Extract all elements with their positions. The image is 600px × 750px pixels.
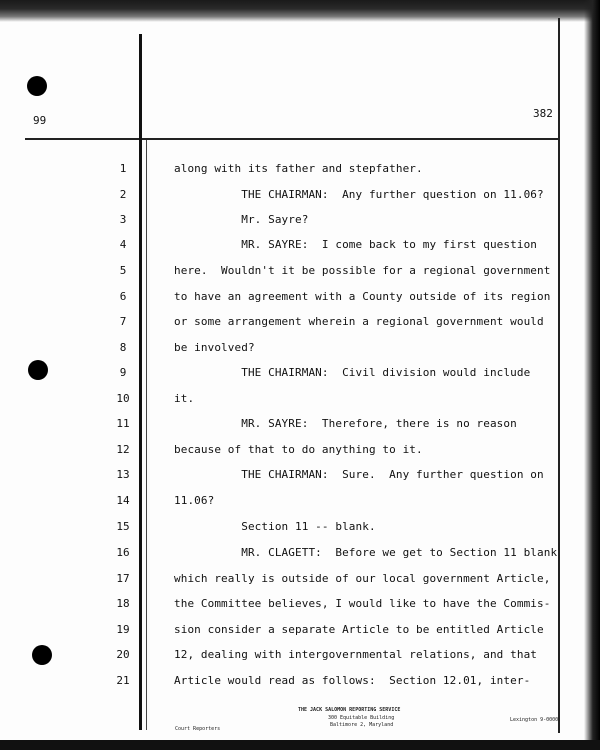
binder-hole-bottom — [32, 645, 52, 665]
footer-center-line1: THE JACK SALOMON REPORTING SERVICE — [298, 707, 401, 713]
footer-center-line2: 300 Equitable Building — [328, 715, 395, 721]
transcript-line: along with its father and stepfather. — [174, 162, 423, 175]
line-number: 8 — [119, 341, 127, 354]
line-number: 21 — [116, 674, 130, 687]
transcript-line: because of that to do anything to it. — [174, 443, 423, 456]
transcript-line: be involved? — [174, 341, 255, 354]
footer-center-line3: Baltimore 2, Maryland — [330, 722, 394, 728]
right-margin-rule — [558, 18, 560, 733]
transcript-line: or some arrangement wherein a regional government would — [174, 315, 544, 328]
scan-right-edge — [584, 0, 600, 750]
footer-left: Court Reporters — [175, 726, 221, 732]
transcript-line: here. Wouldn't it be possible for a regional government — [174, 264, 551, 277]
line-number: 13 — [116, 468, 130, 481]
scan-bottom-edge — [0, 740, 600, 750]
transcript-line: the Committee believes, I would like to have the Commis- — [174, 597, 551, 610]
line-number: 12 — [116, 443, 130, 456]
line-number: 14 — [116, 494, 130, 507]
transcript-line: 12, dealing with intergovernmental relations, and that — [174, 648, 538, 661]
line-number: 5 — [119, 264, 127, 277]
line-number: 7 — [119, 315, 127, 328]
transcript-line: THE CHAIRMAN: Civil division would include — [174, 366, 531, 379]
line-number: 6 — [119, 290, 127, 303]
transcript-line: which really is outside of our local government Article, — [174, 572, 551, 585]
line-number: 9 — [119, 366, 127, 379]
line-number: 15 — [116, 520, 130, 533]
transcript-line: to have an agreement with a County outside of its region — [174, 290, 551, 303]
transcript-line: Article would read as follows: Section 12.01, inter- — [174, 674, 531, 687]
transcript-line: MR. CLAGETT: Before we get to Section 11 blank — [174, 546, 558, 559]
line-number: 1 — [119, 162, 127, 175]
transcript-line: MR. SAYRE: I come back to my first question — [174, 238, 538, 251]
line-number: 18 — [116, 597, 130, 610]
transcript-line: Mr. Sayre? — [174, 213, 309, 226]
line-number: 3 — [119, 213, 127, 226]
transcript-line: Section 11 -- blank. — [174, 520, 376, 533]
left-page-number: 99 — [33, 114, 47, 127]
header-rule — [25, 138, 559, 140]
binder-hole-top — [27, 76, 47, 96]
line-number: 11 — [116, 417, 130, 430]
right-page-number: 382 — [533, 107, 553, 120]
line-number-margin-rule-inner — [146, 140, 147, 730]
transcript-line: 11.06? — [174, 494, 215, 507]
transcript-line: it. — [174, 392, 195, 405]
binder-hole-middle — [28, 360, 48, 380]
line-number: 4 — [119, 238, 127, 251]
line-number-margin-rule — [139, 34, 142, 730]
line-number: 20 — [116, 648, 130, 661]
transcript-line: THE CHAIRMAN: Sure. Any further question on — [174, 468, 544, 481]
transcript-line: THE CHAIRMAN: Any further question on 11.06? — [174, 188, 544, 201]
footer-right: Lexington 9-0000 — [510, 717, 559, 723]
line-number: 17 — [116, 572, 130, 585]
line-number: 19 — [116, 623, 130, 636]
transcript-line: sion consider a separate Article to be entitled Article — [174, 623, 544, 636]
line-number: 10 — [116, 392, 130, 405]
scan-top-edge — [0, 0, 600, 22]
transcript-line: MR. SAYRE: Therefore, there is no reason — [174, 417, 517, 430]
line-number: 16 — [116, 546, 130, 559]
line-number: 2 — [119, 188, 127, 201]
